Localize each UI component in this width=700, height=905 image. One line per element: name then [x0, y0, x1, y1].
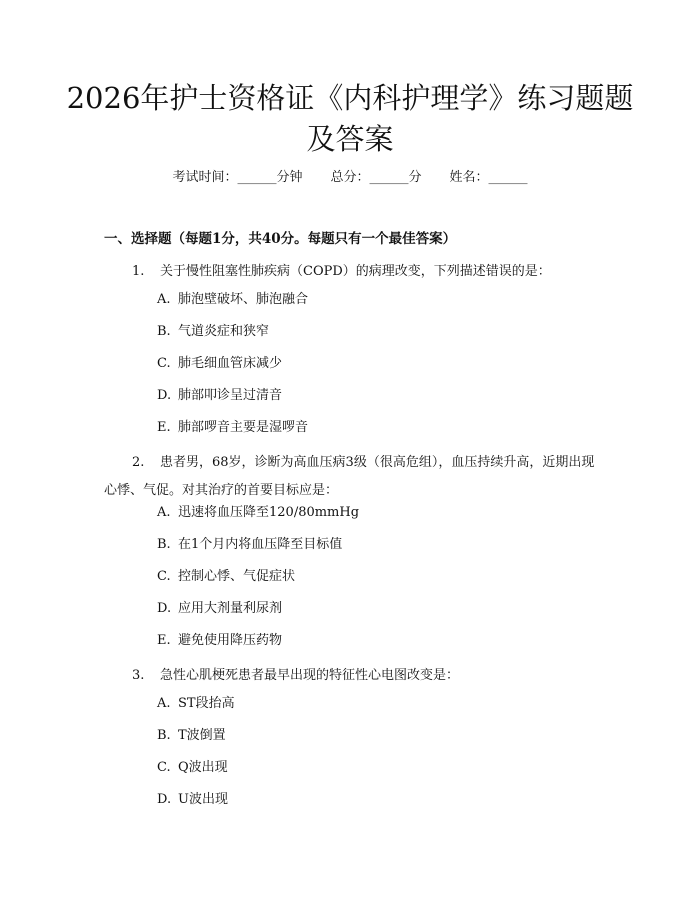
- option-letter: D.: [157, 792, 172, 807]
- option-letter: C.: [157, 760, 171, 775]
- option-2e: [157, 631, 282, 651]
- option-text: U波出现: [178, 792, 228, 807]
- option-2c: [157, 567, 295, 587]
- question-text: 关于慢性阻塞性肺疾病（COPD）的病理改变，下列描述错误的是：: [160, 264, 551, 279]
- option-1a: [157, 290, 308, 310]
- option-letter: B.: [157, 324, 171, 339]
- option-text: 避免使用降压药物: [178, 633, 283, 648]
- option-3d: [157, 790, 228, 810]
- exam-info-line: [0, 168, 700, 188]
- option-1b: [157, 322, 269, 342]
- question-2: [104, 449, 600, 505]
- option-1c: [157, 354, 282, 374]
- option-text: 肺部啰音主要是湿啰音: [178, 420, 309, 435]
- option-letter: A.: [157, 292, 171, 307]
- question-text: 患者男，68岁，诊断为高血压病3级（很高危组），血压持续升高，近期出现心悸、气促。对其治疗的首要目标应是：: [104, 455, 595, 498]
- option-1d: [157, 386, 282, 406]
- question-number: 2.: [132, 455, 145, 470]
- question-1: [104, 258, 600, 286]
- option-3c: [157, 758, 228, 778]
- option-letter: E.: [157, 420, 171, 435]
- option-letter: E.: [157, 633, 171, 648]
- option-text: 应用大剂量利尿剂: [178, 601, 283, 616]
- option-1e: [157, 418, 308, 438]
- option-letter: A.: [157, 696, 171, 711]
- option-letter: A.: [157, 505, 171, 520]
- option-2d: [157, 599, 282, 619]
- option-3a: [157, 694, 235, 714]
- option-text: 肺部叩诊呈过清音: [178, 388, 283, 403]
- option-text: ST段抬高: [178, 696, 235, 711]
- option-letter: B.: [157, 728, 171, 743]
- total-score-field: 总分：______分: [330, 170, 422, 185]
- option-text: 在1个月内将血压降至目标值: [178, 537, 343, 552]
- option-letter: C.: [157, 569, 171, 584]
- option-2b: [157, 535, 342, 555]
- option-text: 迅速将血压降至120/80mmHg: [178, 505, 360, 520]
- question-3: [104, 662, 600, 690]
- exam-time-field: 考试时间：______分钟: [172, 170, 303, 185]
- option-text: 肺泡壁破坏、肺泡融合: [178, 292, 309, 307]
- option-text: 气道炎症和狭窄: [178, 324, 270, 339]
- option-letter: D.: [157, 601, 172, 616]
- option-text: T波倒置: [178, 728, 226, 743]
- option-letter: D.: [157, 388, 172, 403]
- name-field: 姓名：______: [449, 170, 528, 185]
- option-2a: [157, 503, 359, 523]
- option-text: 控制心悸、气促症状: [178, 569, 296, 584]
- option-text: 肺毛细血管床减少: [178, 356, 283, 371]
- section-heading: 一、选择题（每题1分，共40分。每题只有一个最佳答案）: [104, 231, 457, 247]
- option-text: Q波出现: [178, 760, 228, 775]
- question-number: 3.: [132, 668, 145, 683]
- option-letter: C.: [157, 356, 171, 371]
- document-title: 2026年护士资格证《内科护理学》练习题题及答案: [66, 81, 634, 156]
- option-letter: B.: [157, 537, 171, 552]
- question-number: 1.: [132, 264, 145, 279]
- option-3b: [157, 726, 226, 746]
- question-text: 急性心肌梗死患者最早出现的特征性心电图改变是：: [160, 668, 460, 683]
